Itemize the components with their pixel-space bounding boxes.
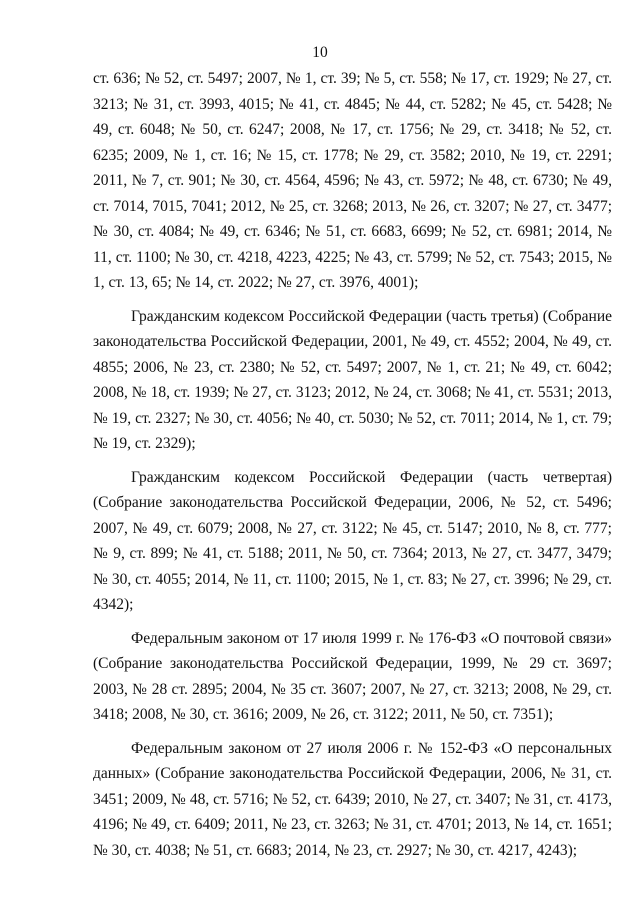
paragraph-personal-data-law: Федеральным законом от 27 июля 2006 г. № 152-ФЗ «О персональных данных» (Собрание законодательства Российской Федерации, 2006, № 31, ст. 3451; 2009, № 48, ст. 5716; № 52, ст. 6439; 2010, № 27, ст. 3407; № 31, ст. 4173, 4196; № 49, ст. 6409; 2011, № 23, ст. 3263; № 31, ст. 4701; 2013, № 14, ст. 1651; № 30, ст. 4038; № 51, ст. 6683; 2014, № 23, ст. 2927; № 30, ст. 4217, 4243);	[93, 739, 612, 859]
paragraph-postal-law: Федеральным законом от 17 июля 1999 г. № 176-ФЗ «О почтовой связи» (Собрание законодательства Российской Федерации, 1999, № 29 ст. 3697; 2003, № 28 ст. 2895; 2004, № 35 ст. 3607; 2007, № 27, ст. 3213; 2008, № 29, ст. 3418; 2008, № 30, ст. 3616; 2009, № 26, ст. 3122; 2011, № 50, ст. 7351);	[93, 629, 612, 723]
paragraph-continuation: ст. 636; № 52, ст. 5497; 2007, № 1, ст. 39; № 5, ст. 558; № 17, ст. 1929; № 27, ст. 3213; № 31, ст. 3993, 4015; № 41, ст. 4845; № 44, ст. 5282; № 45, ст. 5428; № 49, ст. 6048; № 50, ст. 6247; 2008, № 17, ст. 1756; № 29, ст. 3418; № 52, ст. 6235; 2009, № 1, ст. 16; № 15, ст. 1778; № 29, ст. 3582; 2010, № 19, ст. 2291; 2011, № 7, ст. 901; № 30, ст. 4564, 4596; № 43, ст. 5972; № 48, ст. 6730; № 49, ст. 7014, 7015, 7041; 2012, № 25, ст. 3268; 2013, № 26, ст. 3207; № 27, ст. 3477; № 30, ст. 4084; № 49, ст. 6346; № 51, ст. 6683, 6699; № 52, ст. 6981; 2014, № 11, ст. 1100; № 30, ст. 4218, 4223, 4225; № 43, ст. 5799; № 52, ст. 7543; 2015, № 1, ст. 13, 65; № 14, ст. 2022; № 27, ст. 3976, 4001);	[93, 70, 612, 291]
page-number: 10	[312, 44, 328, 61]
paragraph-civil-code-part-3: Гражданским кодексом Российской Федерации (часть третья) (Собрание законодательства Российской Федерации, 2001, № 49, ст. 4552; 2004, № 49, ст. 4855; 2006, № 23, ст. 2380; № 52, ст. 5497; 2007, № 1, ст. 21; № 49, ст. 6042; 2008, № 18, ст. 1939; № 27, ст. 3123; 2012, № 24, ст. 3068; № 41, ст. 5531; 2013, № 19, ст. 2327; № 30, ст. 4056; № 40, ст. 5030; № 52, ст. 7011; 2014, № 1, ст. 79; № 19, ст. 2329);	[93, 307, 612, 452]
paragraph-civil-code-part-4: Гражданским кодексом Российской Федерации (часть четвертая) (Собрание законодательства Российской Федерации, 2006, № 52, ст. 5496; 2007, № 49, ст. 6079; 2008, № 27, ст. 3122; № 45, ст. 5147; 2010, № 8, ст. 777; № 9, ст. 899; № 41, ст. 5188; 2011, № 50, ст. 7364; 2013, № 27, ст. 3477, 3479; № 30, ст. 4055; 2014, № 11, ст. 1100; 2015, № 1, ст. 83; № 27, ст. 3996; № 29, ст. 4342);	[93, 468, 612, 613]
document-body	[93, 66, 612, 871]
